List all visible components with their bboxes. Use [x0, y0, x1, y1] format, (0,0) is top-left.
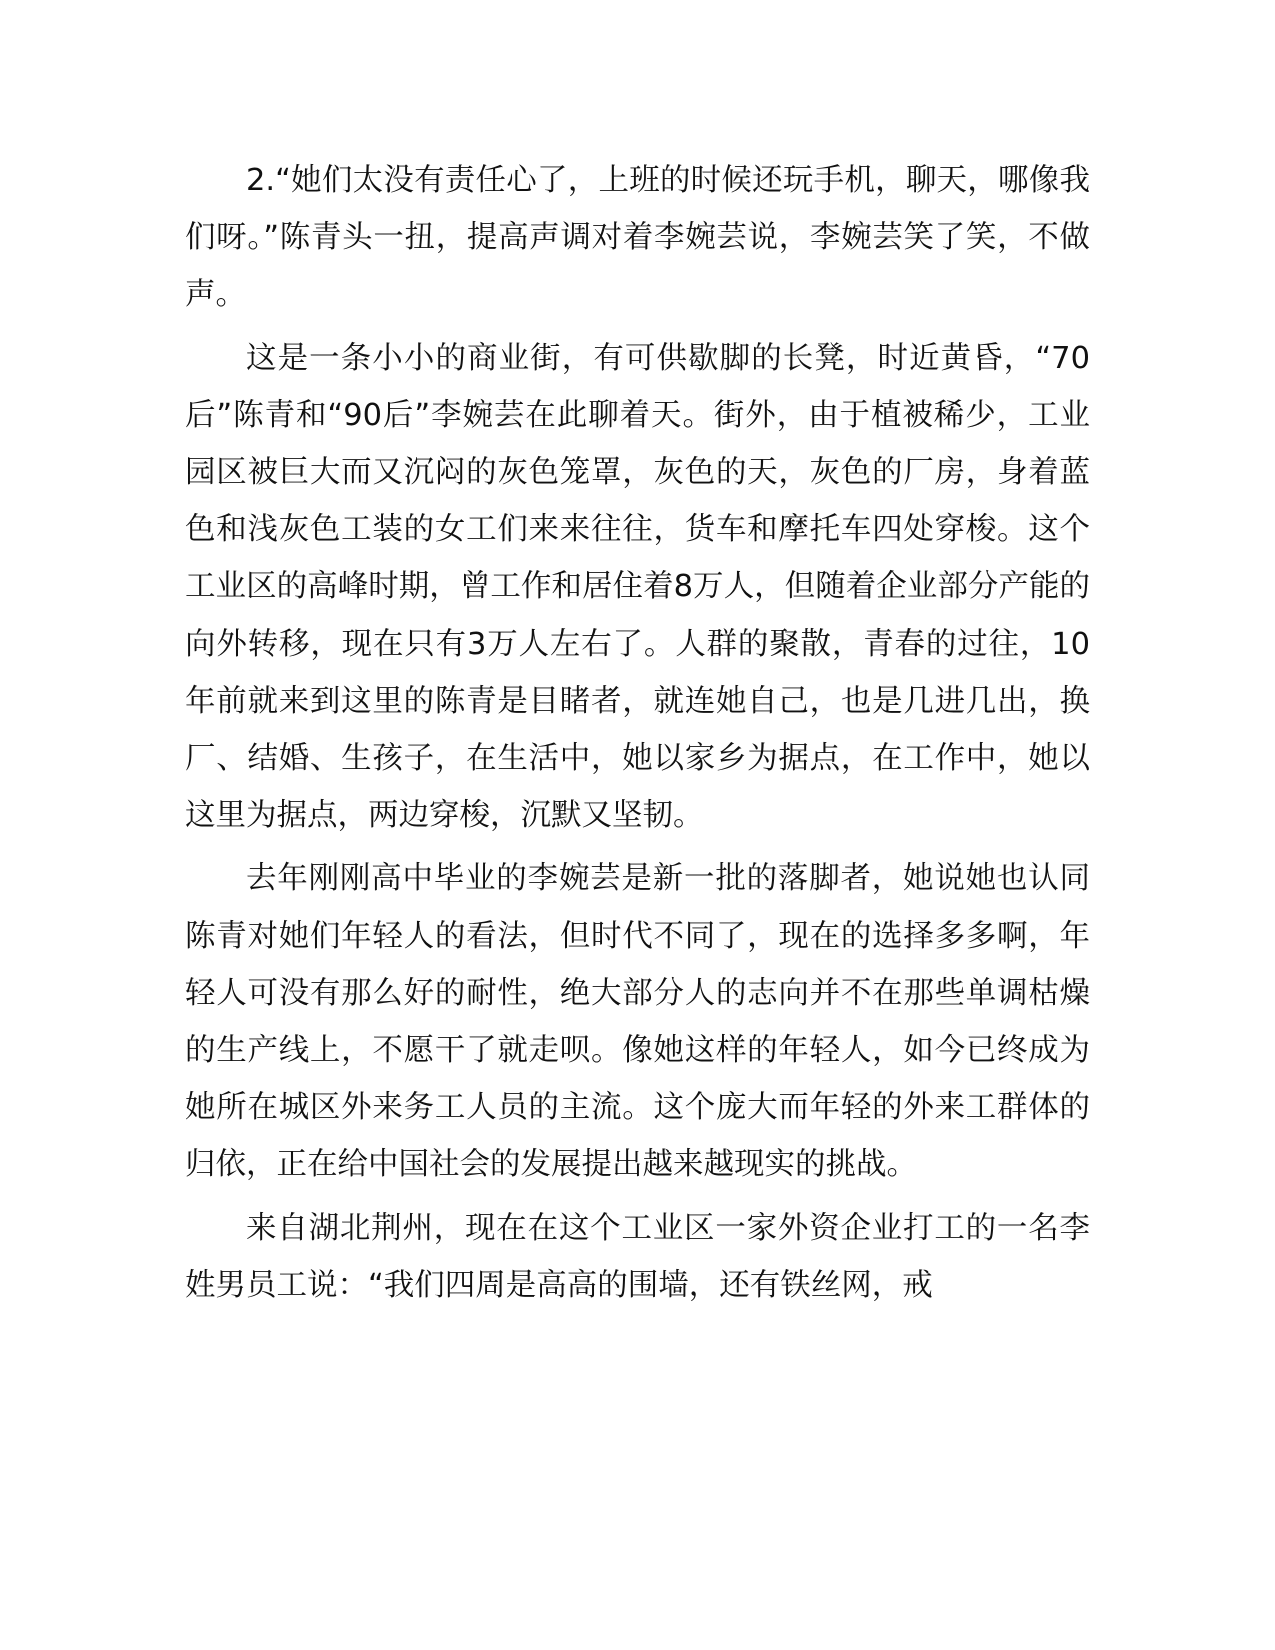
- paragraph-3: 去年刚刚高中毕业的李婉芸是新一批的落脚者，她说她也认同陈青对她们年轻人的看法，但时代不同了，现在的选择多多啊，年轻人可没有那么好的耐性，绝大部分人的志向并不在那些单调枯燥的生产线上，不愿干了就走呗。像她这样的年轻人，如今已终成为她所在城区外来务工人员的主流。这个庞大而年轻的外来工群体的归依，正在给中国社会的发展提出越来越现实的挑战。: [185, 861, 1090, 1183]
- document-body: [185, 152, 1090, 1320]
- paragraph-2: 这是一条小小的商业街，有可供歇脚的长凳，时近黄昏，“70后”陈青和“90后”李婉芸在此聊着天。街外，由于植被稀少，工业园区被巨大而又沉闷的灰色笼罩，灰色的天，灰色的厂房，身着蓝色和浅灰色工装的女工们来来往往，货车和摩托车四处穿梭。这个工业区的高峰时期，曾工作和居住着8万人，但随着企业部分产能的向外转移，现在只有3万人左右了。人群的聚散，青春的过往，10年前就来到这里的陈青是目睹者，就连她自己，也是几进几出，换厂、结婚、生孩子，在生活中，她以家乡为据点，在工作中，她以这里为据点，两边穿梭，沉默又坚韧。: [185, 340, 1090, 834]
- paragraph-1: 2.“她们太没有责任心了，上班的时候还玩手机，聊天，哪像我们呀。”陈青头一扭，提高声调对着李婉芸说，李婉芸笑了笑，不做声。: [185, 163, 1090, 313]
- paragraph-4: 来自湖北荆州，现在在这个工业区一家外资企业打工的一名李姓男员工说：“我们四周是高高的围墙，还有铁丝网，戒: [185, 1210, 1090, 1303]
